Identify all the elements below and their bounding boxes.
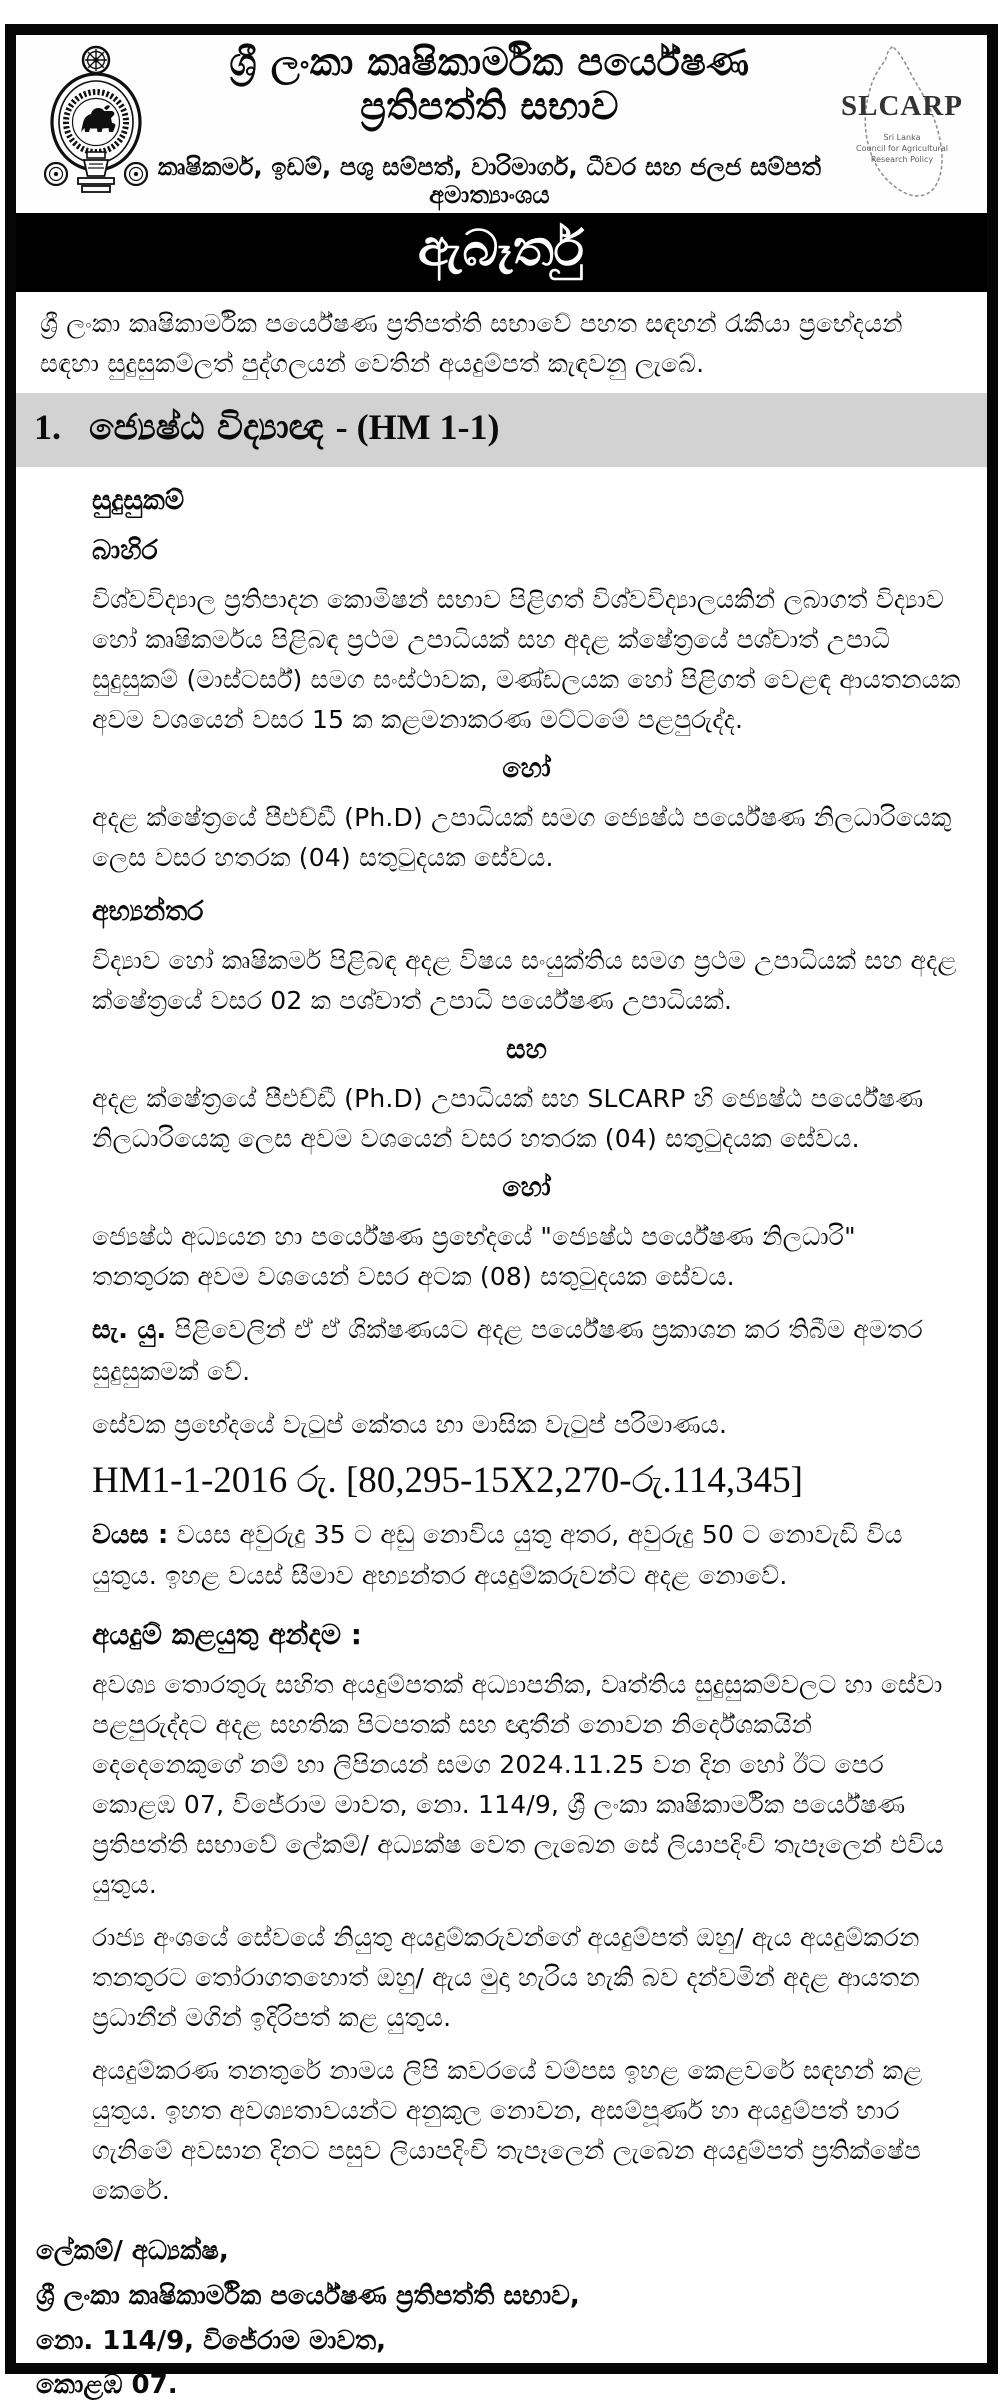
phd-qualification-paragraph: අදළ ක්ෂේත්‍රයේ පීඑච්ඩී (Ph.D) උපාධියක් සමග ජ්‍යෙෂ්ඨ පර්යේෂණ නිලධාරියෙකු ලෙස වසර හතරක (04) සතුටුදයක සේවය.: [92, 803, 952, 872]
slcarp-acronym: SLCARP: [840, 90, 963, 122]
age-text: වයස අවුරුදු 35 ට අඩු නොවිය යුතු අතර, අවුරුදු 50 ට නොවැඩි විය යුතුය. ඉහළ වයස් සීමාව අභ්‍යන්තර අයදුම්කරුවන්ට අදළ නොවේ.: [92, 1519, 903, 1591]
apply-paragraph-2: රාජ්‍ය අංශයේ සේවයේ නියුතු අයදුම්කරුවන්ගේ අයදුම්පත් ඔහු/ ඇය අයදුම්කරන තනතුරට තෝරාගතහොත් ඔහු/ ඇය මුදා හැරිය හැකි බව දන්වමින් අදළ ආයතන ප්‍රධානීන් මගින් ඉදිරිපත් කළ යුතුය.: [92, 1923, 920, 2033]
external-heading: බාහිර: [92, 535, 158, 566]
external-qualification-paragraph: විශ්වවිද්‍යාල ප්‍රතිපාදන කොමිෂන් සභාව පිළිගත් විශ්වවිද්‍යාලයකින් ලබාගත් විද්‍යාව හෝ කෘෂිකර්මය පිළිබඳ ප්‍රථම උපාධියක් සහ අදළ ක්ෂේත්‍රයේ පශ්චාත් උපාධි සුදුසුකම් (මාස්ටර්ස්) සමග සංස්ථාවක, මණ්ඩලයක හෝ පිළිගත් වෙළඳ ආයතනයක අවම වශයෙන් වසර 15 ක කළමනාකරණ මට්ටමේ පළපුරුද්ද.: [92, 585, 961, 734]
signature-block: [36, 2229, 975, 2408]
slcarp-service-paragraph: අදළ ක්ෂේත්‍රයේ පීඑච්ඩී (Ph.D) උපාධියක් සහ SLCARP හි ජ්‍යෙෂ්ඨ පර්යේෂණ නිලධාරියෙකු ලෙස අවම වශයෙන් වසර හතරක (04) සතුටුදයක සේවය.: [92, 1084, 924, 1153]
organization-name: ශ්‍රී ලංකා කෘෂිකාර්මික පර්යේෂණ ප්‍රතිපත්ති සභාව: [229, 40, 750, 128]
letterhead: [16, 35, 987, 213]
qualifications-heading: සුදුසුකම්: [92, 485, 185, 516]
slcarp-logo: [827, 42, 977, 208]
intro-paragraph: ශ්‍රී ලංකා කෘෂිකාර්මික පර්යේෂණ ප්‍රතිපත්ති සභාවේ පහත සඳහන් රැකියා ප්‍රභේදයන් සඳහා සුදුසුකම්ලත් පුද්ගලයන් වෙතින් අයදුම්පත් කැඳවනු ලැබේ.: [40, 309, 903, 378]
senior-officer-paragraph: ජ්‍යෙෂ්ඨ අධ්‍යයන හා පර්යේෂණ ප්‍රභේදයේ "ජ්‍යෙෂ්ඨ පර්යේෂණ නිලධාරි" තනතුරක අවම වශයෙන් වසර අටක (08) සතුටුදයක සේවය.: [92, 1222, 856, 1291]
ministry-name: කෘෂිකර්ම, ඉඩම්, පශු සම්පත්, වාරිමාර්ග, ධීවර සහ ජලජ සම්පත් අමාත්‍යාංශය: [157, 152, 822, 209]
and-separator: සහ: [506, 1034, 547, 1065]
signature-line: නො. 114/9, විජේරාම මාවත,: [36, 2325, 387, 2356]
vacancy-title: ජ්‍යෙෂ්ඨ විද්‍යාඥ: [89, 407, 324, 448]
notice-body: [16, 292, 987, 2408]
vacancy-grade: - (HM 1-1): [335, 407, 500, 447]
apply-paragraph-3: අයදුම්කරණ තනතුරේ නාමය ලිපි කවරයේ වම්පස ඉහළ කෙළවරේ සඳහන් කළ යුතුය. ඉහත අවශ්‍යතාවයන්ට අනුකුල නොවන, අසම්පූර්ණ හා අයදුම්පත් භාර ගැනිමේ අවසාන දිනට පසුව ලියාපදිංචි තැපෑලෙන් ලැබෙන අයදුම්පත් ප්‍රතික්ෂේප කෙරේ.: [92, 2056, 923, 2206]
or-separator-1: හෝ: [502, 753, 551, 784]
salary-scale: HM1-1-2016 රු. [80,295-15X2,270-රු.114,345]: [92, 1459, 804, 1501]
sri-lanka-emblem-icon: [40, 44, 152, 206]
slcarp-caption: Sri Lanka Council for Agricultural Research Policy: [856, 133, 948, 165]
vacancies-banner: ඇබෑර්තු: [16, 213, 987, 292]
or-separator-2: හෝ: [502, 1172, 551, 1203]
document-border-frame: [5, 24, 998, 2401]
signature-line: කොළඹ 07.: [36, 2370, 178, 2401]
salary-intro-paragraph: සේවක ප්‍රභේදයේ වැටුප් කේතය හා මාසික වැටුප් පරිමාණය.: [92, 1409, 728, 1439]
note-label: සැ. යු.: [92, 1315, 167, 1345]
signature-line: ලේකම්/ අධ්‍යක්ෂ,: [36, 2236, 229, 2267]
internal-qualification-paragraph: විද්‍යාව හෝ කෘෂිකර්ම පිළිබඳ අදළ විෂය සංයුක්තිය සමග ප්‍රථම උපාධියක් සහ අදළ ක්ෂේත්‍රයේ වසර 02 ක පශ්චාත් උපාධි පර්යේෂණ උපාධියක්.: [92, 946, 957, 1015]
internal-heading: අභ්‍යන්තර: [92, 896, 204, 927]
note-text: පිළිවෙලින් ඒ ඒ ශික්ෂණයට අදළ පර්යේෂණ ප්‍රකාශන කර තිබීම අමතර සුදුසුකමක් වේ.: [92, 1315, 923, 1386]
signature-line: ශ්‍රී ලංකා කෘෂිකාර්මික පර්යේෂණ ප්‍රතිපත්ති සභාව,: [36, 2280, 580, 2311]
vacancy-title-band: [16, 393, 987, 467]
sri-lanka-map-icon: [835, 42, 969, 208]
vacancy-details: [92, 485, 961, 2211]
note-paragraph: [92, 1310, 961, 1392]
letterhead-titles: [152, 41, 827, 208]
apply-paragraph-1: අවශ්‍ය තොරතුරු සහිත අයදුම්පතක් අධ්‍යාපනික, වෘත්තිය සුදුසුකම්වලට හා සේවා පළපුරුද්දට අදළ සහතික පිටපතක් සහ ඥාතීන් නොවන නිර්දේශකයින් දෙදෙනෙකුගේ නම් හා ලිපිනයන් සමග 2024.11.25 වන දින හෝ ඊට පෙර කොළඹ 07, විජේරාම මාවත, නො. 114/9, ශ්‍රී ලංකා කෘෂිකාර්මික පර්යේෂණ ප්‍රතිපත්ති සභාවේ ලේකම්/ අධ්‍යක්ෂ වෙත ලැබෙන සේ ලියාපදිංචි තැපෑලෙන් එවිය යුතුය.: [92, 1670, 944, 1900]
vacancy-number: 1.: [34, 407, 61, 447]
how-to-apply-heading: අයදුම් කළයුතු අන්දම :: [92, 1618, 362, 1652]
age-paragraph: [92, 1515, 961, 1597]
age-label: වයස :: [92, 1519, 169, 1550]
